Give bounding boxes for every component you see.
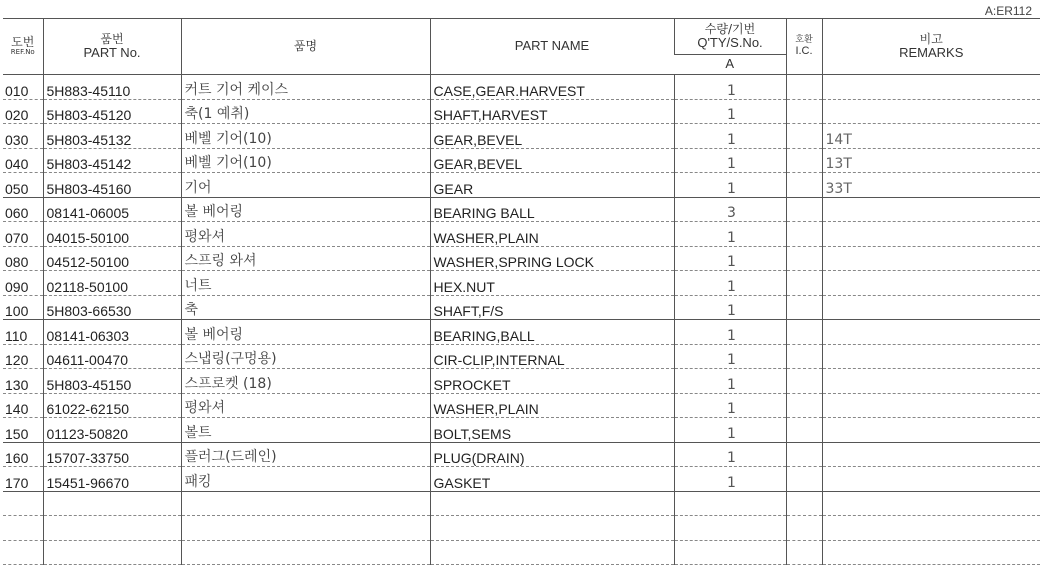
part-name-ko-cell: 스프링 와셔 bbox=[181, 246, 430, 271]
table-row bbox=[3, 467, 1040, 492]
table-row bbox=[3, 271, 1040, 296]
remarks-cell bbox=[822, 99, 1040, 124]
part-name-ko-cell: 축 bbox=[181, 295, 430, 320]
part-no-cell: 5H883-45110 bbox=[43, 75, 181, 100]
quantity-cell: 1 bbox=[674, 75, 786, 100]
table-row bbox=[3, 295, 1040, 320]
blank-cell bbox=[786, 491, 822, 516]
ref-no-cell: 080 bbox=[3, 246, 43, 271]
table-row bbox=[3, 246, 1040, 271]
blank-cell bbox=[822, 516, 1040, 541]
part-name-cell: GEAR,BEVEL bbox=[430, 148, 674, 173]
qty-header bbox=[674, 19, 786, 55]
part-name-cell: PLUG(DRAIN) bbox=[430, 442, 674, 467]
part-name-ko-cell: 베벨 기어(10) bbox=[181, 124, 430, 149]
ic-code-cell bbox=[786, 99, 822, 124]
blank-cell bbox=[786, 540, 822, 565]
blank-cell bbox=[822, 491, 1040, 516]
part-no-cell: 5H803-66530 bbox=[43, 295, 181, 320]
part-name-cell: GASKET bbox=[430, 467, 674, 492]
table-row bbox=[3, 344, 1040, 369]
quantity-cell: 1 bbox=[674, 369, 786, 394]
ref-no-cell: 110 bbox=[3, 320, 43, 345]
quantity-cell: 1 bbox=[674, 295, 786, 320]
part-name-cell: HEX.NUT bbox=[430, 271, 674, 296]
part-name-header: PART NAME bbox=[430, 19, 674, 75]
part-no-cell: 5H803-45160 bbox=[43, 173, 181, 198]
part-name-cell: WASHER,SPRING LOCK bbox=[430, 246, 674, 271]
table-row bbox=[3, 369, 1040, 394]
blank-row bbox=[3, 491, 1040, 516]
blank-row bbox=[3, 516, 1040, 541]
part-no-cell: 15707-33750 bbox=[43, 442, 181, 467]
quantity-cell: 1 bbox=[674, 246, 786, 271]
remarks-cell bbox=[822, 344, 1040, 369]
ref-no-cell: 030 bbox=[3, 124, 43, 149]
part-name-ko-cell: 플러그(드레인) bbox=[181, 442, 430, 467]
blank-cell bbox=[786, 516, 822, 541]
ic-code-cell bbox=[786, 320, 822, 345]
part-no-cell: 02118-50100 bbox=[43, 271, 181, 296]
ic-code-cell bbox=[786, 418, 822, 443]
blank-cell bbox=[430, 491, 674, 516]
table-row bbox=[3, 442, 1040, 467]
ic-code-cell bbox=[786, 173, 822, 198]
blank-cell bbox=[43, 540, 181, 565]
table-row bbox=[3, 75, 1040, 100]
ref-no-cell: 070 bbox=[3, 222, 43, 247]
table-row bbox=[3, 320, 1040, 345]
ref-no-header-ko: 도번 bbox=[11, 35, 35, 50]
parts-body bbox=[3, 75, 1040, 565]
blank-cell bbox=[430, 540, 674, 565]
quantity-cell: 1 bbox=[674, 344, 786, 369]
part-name-ko-cell: 볼트 bbox=[181, 418, 430, 443]
ic-header bbox=[786, 19, 822, 75]
part-no-cell: 01123-50820 bbox=[43, 418, 181, 443]
ic-code-cell bbox=[786, 75, 822, 100]
ref-no-header bbox=[3, 19, 43, 75]
part-no-cell: 5H803-45142 bbox=[43, 148, 181, 173]
ic-code-cell bbox=[786, 222, 822, 247]
part-no-header-ko: 품번 bbox=[100, 31, 124, 46]
remarks-cell bbox=[822, 222, 1040, 247]
ref-no-cell: 160 bbox=[3, 442, 43, 467]
qty-header-en: Q'TY/S.No. bbox=[697, 34, 763, 50]
part-name-cell: BOLT,SEMS bbox=[430, 418, 674, 443]
part-name-cell: BEARING BALL bbox=[430, 197, 674, 222]
quantity-cell: 1 bbox=[674, 271, 786, 296]
remarks-cell bbox=[822, 393, 1040, 418]
part-name-ko-cell: 커트 기어 케이스 bbox=[181, 75, 430, 100]
remarks-cell bbox=[822, 369, 1040, 394]
ic-header-en: I.C. bbox=[795, 45, 813, 58]
part-no-cell: 61022-62150 bbox=[43, 393, 181, 418]
part-name-ko-cell: 평와셔 bbox=[181, 222, 430, 247]
remarks-cell: 13T bbox=[822, 148, 1040, 173]
ref-no-cell: 040 bbox=[3, 148, 43, 173]
blank-cell bbox=[181, 540, 430, 565]
part-name-cell: BEARING,BALL bbox=[430, 320, 674, 345]
remarks-cell: 14T bbox=[822, 124, 1040, 149]
part-name-cell: WASHER,PLAIN bbox=[430, 222, 674, 247]
quantity-cell: 1 bbox=[674, 173, 786, 198]
part-no-header-en: PART No. bbox=[83, 44, 141, 60]
ref-no-cell: 120 bbox=[3, 344, 43, 369]
table-row bbox=[3, 418, 1040, 443]
part-no-cell: 08141-06303 bbox=[43, 320, 181, 345]
table-row bbox=[3, 222, 1040, 247]
quantity-cell: 1 bbox=[674, 222, 786, 247]
ref-no-cell: 060 bbox=[3, 197, 43, 222]
ref-no-cell: 140 bbox=[3, 393, 43, 418]
ref-no-cell: 090 bbox=[3, 271, 43, 296]
ref-no-cell: 010 bbox=[3, 75, 43, 100]
remarks-cell bbox=[822, 75, 1040, 100]
ic-code-cell bbox=[786, 271, 822, 296]
ic-code-cell bbox=[786, 442, 822, 467]
part-name-cell: SHAFT,F/S bbox=[430, 295, 674, 320]
ref-no-cell: 170 bbox=[3, 467, 43, 492]
remarks-cell: 33T bbox=[822, 173, 1040, 198]
blank-cell bbox=[181, 491, 430, 516]
remarks-cell bbox=[822, 246, 1040, 271]
part-name-ko-cell: 너트 bbox=[181, 271, 430, 296]
quantity-cell: 1 bbox=[674, 124, 786, 149]
quantity-cell: 1 bbox=[674, 99, 786, 124]
blank-cell bbox=[674, 540, 786, 565]
blank-cell bbox=[430, 516, 674, 541]
part-no-cell: 5H803-45120 bbox=[43, 99, 181, 124]
table-row bbox=[3, 99, 1040, 124]
part-name-ko-cell: 베벨 기어(10) bbox=[181, 148, 430, 173]
ic-code-cell bbox=[786, 393, 822, 418]
part-name-cell: GEAR bbox=[430, 173, 674, 198]
blank-cell bbox=[674, 516, 786, 541]
ic-code-cell bbox=[786, 197, 822, 222]
blank-row bbox=[3, 540, 1040, 565]
blank-cell bbox=[674, 491, 786, 516]
blank-cell bbox=[43, 516, 181, 541]
remarks-cell bbox=[822, 271, 1040, 296]
remarks-cell bbox=[822, 467, 1040, 492]
ic-code-cell bbox=[786, 295, 822, 320]
remarks-header-en: REMARKS bbox=[899, 44, 964, 60]
part-name-ko-cell: 볼 베어링 bbox=[181, 197, 430, 222]
table-row bbox=[3, 173, 1040, 198]
part-no-cell: 04015-50100 bbox=[43, 222, 181, 247]
qty-header-ko: 수량/기번 bbox=[704, 21, 756, 36]
part-name-cell: CASE,GEAR.HARVEST bbox=[430, 75, 674, 100]
name-ko-header: 품명 bbox=[181, 19, 430, 75]
ref-no-cell: 020 bbox=[3, 99, 43, 124]
ref-no-header-en: REF.No bbox=[10, 48, 35, 57]
part-no-cell: 08141-06005 bbox=[43, 197, 181, 222]
quantity-cell: 3 bbox=[674, 197, 786, 222]
part-no-cell: 04611-00470 bbox=[43, 344, 181, 369]
blank-cell bbox=[3, 516, 43, 541]
ref-no-cell: 100 bbox=[3, 295, 43, 320]
table-row bbox=[3, 148, 1040, 173]
remarks-cell bbox=[822, 442, 1040, 467]
table-row bbox=[3, 124, 1040, 149]
parts-table bbox=[3, 18, 1040, 565]
part-name-cell: SHAFT,HARVEST bbox=[430, 99, 674, 124]
part-name-ko-cell: 평와셔 bbox=[181, 393, 430, 418]
blank-cell bbox=[43, 491, 181, 516]
ic-code-cell bbox=[786, 124, 822, 149]
part-no-cell: 15451-96670 bbox=[43, 467, 181, 492]
part-name-ko-cell: 패킹 bbox=[181, 467, 430, 492]
part-no-cell: 5H803-45132 bbox=[43, 124, 181, 149]
ic-code-cell bbox=[786, 369, 822, 394]
part-name-cell: CIR-CLIP,INTERNAL bbox=[430, 344, 674, 369]
table-row bbox=[3, 197, 1040, 222]
ref-no-cell: 050 bbox=[3, 173, 43, 198]
part-name-ko-cell: 스프로켓 (18) bbox=[181, 369, 430, 394]
remarks-header bbox=[822, 19, 1040, 75]
remarks-cell bbox=[822, 320, 1040, 345]
qty-sub-header: A bbox=[674, 55, 786, 75]
ic-code-cell bbox=[786, 467, 822, 492]
ic-code-cell bbox=[786, 148, 822, 173]
part-name-cell: WASHER,PLAIN bbox=[430, 393, 674, 418]
blank-cell bbox=[3, 491, 43, 516]
quantity-cell: 1 bbox=[674, 418, 786, 443]
blank-cell bbox=[181, 516, 430, 541]
document-code: A:ER112 bbox=[984, 4, 1032, 18]
part-no-cell: 04512-50100 bbox=[43, 246, 181, 271]
remarks-cell bbox=[822, 418, 1040, 443]
part-name-ko-cell: 기어 bbox=[181, 173, 430, 198]
remarks-cell bbox=[822, 295, 1040, 320]
part-no-header bbox=[43, 19, 181, 75]
remarks-cell bbox=[822, 197, 1040, 222]
ref-no-cell: 150 bbox=[3, 418, 43, 443]
ref-no-cell: 130 bbox=[3, 369, 43, 394]
quantity-cell: 1 bbox=[674, 320, 786, 345]
ic-code-cell bbox=[786, 246, 822, 271]
quantity-cell: 1 bbox=[674, 442, 786, 467]
quantity-cell: 1 bbox=[674, 393, 786, 418]
quantity-cell: 1 bbox=[674, 148, 786, 173]
part-no-cell: 5H803-45150 bbox=[43, 369, 181, 394]
part-name-ko-cell: 볼 베어링 bbox=[181, 320, 430, 345]
table-row bbox=[3, 393, 1040, 418]
blank-cell bbox=[822, 540, 1040, 565]
part-name-cell: SPROCKET bbox=[430, 369, 674, 394]
quantity-cell: 1 bbox=[674, 467, 786, 492]
blank-cell bbox=[3, 540, 43, 565]
part-name-ko-cell: 스냅링(구멍용) bbox=[181, 344, 430, 369]
ic-code-cell bbox=[786, 344, 822, 369]
remarks-header-ko: 비고 bbox=[919, 31, 943, 46]
part-name-ko-cell: 축(1 예취) bbox=[181, 99, 430, 124]
ic-header-ko: 호환 bbox=[795, 34, 813, 45]
part-name-cell: GEAR,BEVEL bbox=[430, 124, 674, 149]
